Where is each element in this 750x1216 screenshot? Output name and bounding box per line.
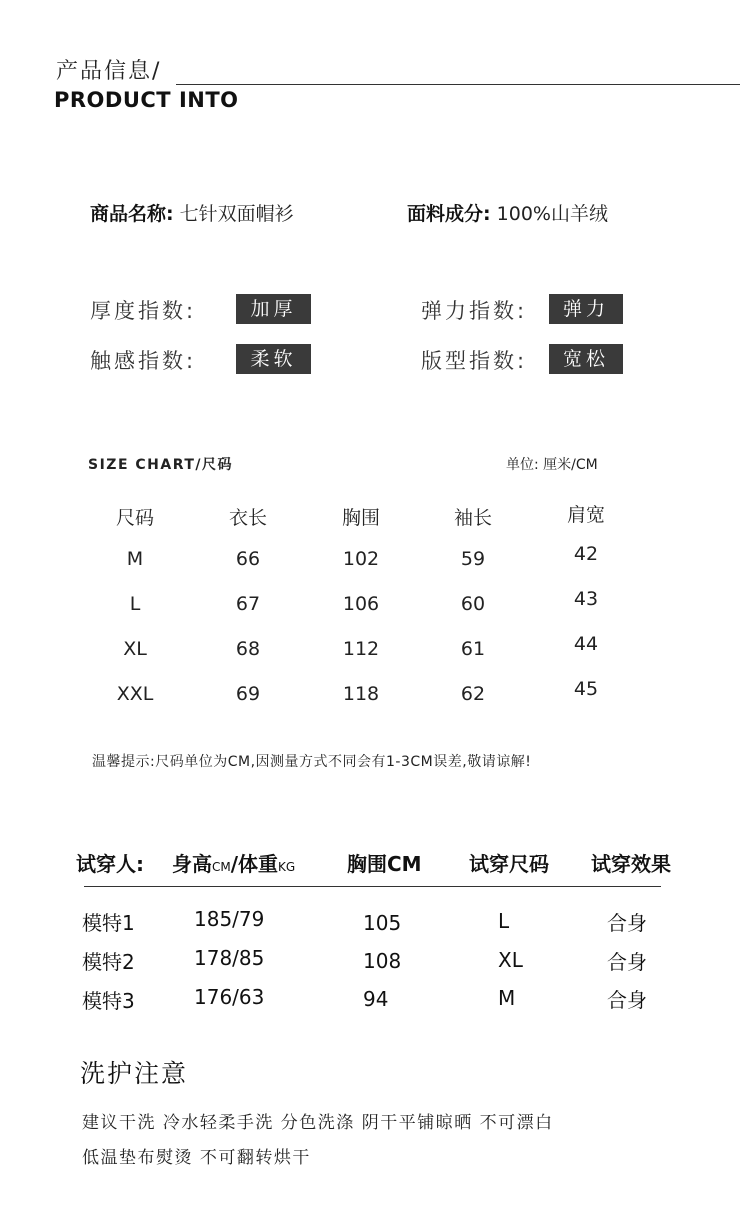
fit-index-badge: 宽松 — [549, 344, 623, 374]
size-cell: 68 — [235, 638, 261, 660]
elasticity-index-label: 弹力指数: — [421, 299, 528, 323]
size-cell: 60 — [460, 593, 486, 615]
size-cell: XXL — [116, 683, 154, 705]
thickness-index-label: 厚度指数: — [90, 299, 197, 323]
thickness-index-badge: 加厚 — [236, 294, 311, 324]
try-cell: 105 — [363, 911, 402, 935]
try-cell: 合身 — [607, 950, 647, 974]
fabric-label: 面料成分: — [407, 203, 491, 225]
size-cell: L — [129, 593, 141, 615]
fabric-value: 100%山羊绒 — [496, 203, 608, 225]
try-cell: 模特1 — [82, 911, 135, 935]
product-name — [90, 199, 294, 226]
try-cell: L — [498, 909, 510, 933]
size-cell: 59 — [460, 548, 486, 570]
product-name-label: 商品名称: — [90, 203, 174, 225]
care-line-1: 建议干洗 冷水轻柔手洗 分色洗涤 阴干平铺晾晒 不可漂白 — [82, 1113, 554, 1133]
size-chart-title: SIZE CHART/尺码 — [88, 457, 234, 473]
size-cell: 102 — [342, 548, 380, 570]
size-header-size: 尺码 — [115, 507, 154, 529]
size-cell: 67 — [235, 593, 261, 615]
size-cell: 118 — [342, 683, 380, 705]
header-divider — [176, 84, 740, 85]
size-cell: XL — [123, 638, 147, 660]
size-cell: 112 — [342, 638, 380, 660]
try-cell: 178/85 — [194, 946, 265, 970]
try-header-chest: 胸围CM — [347, 852, 422, 876]
fabric-composition — [407, 199, 608, 226]
try-header-person: 试穿人: — [76, 852, 144, 876]
try-header-weight: /体重 — [230, 852, 279, 876]
try-header-height: 身高 — [172, 852, 212, 876]
try-cell: 185/79 — [194, 907, 265, 931]
size-cell: M — [126, 548, 144, 570]
try-cell: M — [498, 986, 516, 1010]
touch-index-badge: 柔软 — [236, 344, 311, 374]
elasticity-index-badge: 弹力 — [549, 294, 623, 324]
try-cell: 合身 — [607, 988, 647, 1012]
care-title: 洗护注意 — [80, 1059, 189, 1088]
size-cell: 42 — [573, 543, 599, 565]
section-title-cn: 产品信息/ — [56, 59, 162, 84]
section-title-en: PRODUCT INTO — [54, 88, 239, 112]
measurement-tip: 温馨提示:尺码单位为CM,因测量方式不同会有1-3CM误差,敬请谅解! — [92, 754, 532, 770]
size-cell: 106 — [342, 593, 380, 615]
size-cell: 43 — [573, 588, 599, 610]
size-cell: 44 — [573, 633, 599, 655]
size-cell: 45 — [573, 678, 599, 700]
try-header-size: 试穿尺码 — [469, 852, 549, 876]
try-cell: XL — [498, 948, 523, 972]
try-header-effect: 试穿效果 — [591, 852, 671, 876]
try-header-weight-unit: KG — [278, 860, 296, 874]
try-header-height-weight — [172, 848, 295, 877]
fit-index-label: 版型指数: — [421, 349, 528, 373]
try-cell: 合身 — [607, 911, 647, 935]
try-cell: 模特2 — [82, 950, 135, 974]
size-cell: 69 — [235, 683, 261, 705]
try-header-height-unit: CM — [212, 860, 231, 874]
product-name-value: 七针双面帽衫 — [179, 203, 294, 225]
try-divider — [84, 886, 661, 887]
size-header-sleeve: 袖长 — [453, 507, 492, 529]
size-chart-unit: 单位: 厘米/CM — [506, 457, 598, 473]
size-header-shoulder: 肩宽 — [566, 504, 605, 526]
try-cell: 94 — [363, 987, 389, 1011]
try-cell: 模特3 — [82, 989, 135, 1013]
size-cell: 62 — [460, 683, 486, 705]
try-cell: 176/63 — [194, 985, 265, 1009]
size-cell: 61 — [460, 638, 486, 660]
size-header-chest: 胸围 — [341, 507, 380, 529]
size-header-length: 衣长 — [228, 507, 267, 529]
care-line-2: 低温垫布熨烫 不可翻转烘干 — [82, 1148, 311, 1168]
try-cell: 108 — [363, 949, 402, 973]
touch-index-label: 触感指数: — [90, 349, 197, 373]
size-cell: 66 — [235, 548, 261, 570]
